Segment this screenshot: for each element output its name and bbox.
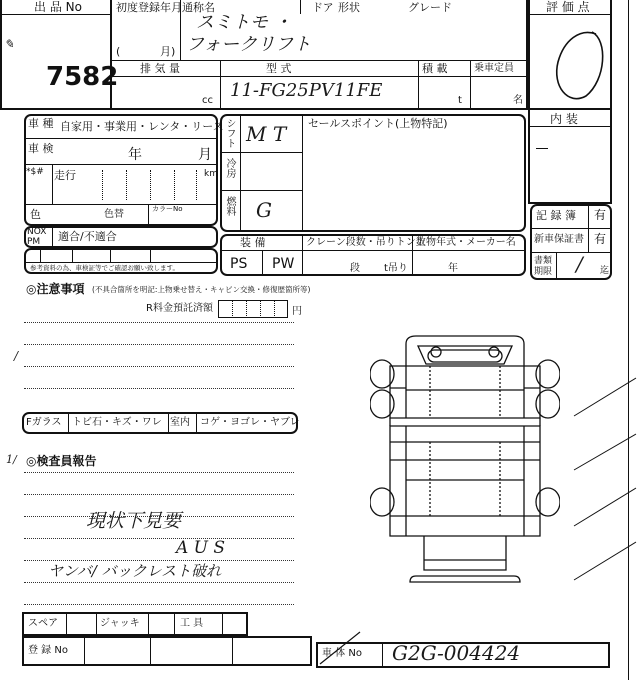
- inspector-tick: 1/: [6, 453, 17, 466]
- nox-label: NOX PM: [27, 227, 47, 247]
- record-book-value: 有: [594, 208, 607, 222]
- rating-label: 評 価 点: [546, 0, 590, 14]
- caution-sub: (不具合箇所を明記:上物乗せ替え・キャビン交換・修復歴箇所等): [92, 285, 311, 294]
- warranty-value: 有: [594, 232, 607, 246]
- report-line: [24, 582, 294, 583]
- inspector-line-2: A U S: [176, 538, 226, 558]
- shift-value: M T: [246, 122, 287, 146]
- model-label: 型 式: [266, 62, 292, 75]
- inspection-label: 車 検: [28, 142, 54, 155]
- usage-label: 車 種: [28, 117, 54, 130]
- person-label: 名: [513, 95, 523, 106]
- caution-title: ◎注意事項: [26, 282, 85, 296]
- recycle-field[interactable]: [218, 300, 288, 318]
- tool-label: 工 具: [180, 618, 204, 629]
- inspection-month-label: 月: [198, 147, 212, 163]
- first-reg-label: 初度登録年月: [116, 1, 182, 14]
- right-scribble-lines: [570, 370, 640, 610]
- note-line: [24, 322, 294, 323]
- document-label: 書類 期限: [534, 256, 553, 277]
- lot-label: 出 品 No: [34, 0, 82, 14]
- name-value-2: フォークリフト: [186, 34, 312, 55]
- inspector-title: ◎検査員報告: [26, 454, 97, 468]
- t-label: t: [458, 95, 462, 106]
- fuel-value: G: [256, 198, 272, 222]
- upper-year-label: 年: [448, 263, 458, 274]
- right-margin-line: [628, 0, 629, 680]
- mileage-label: 走行: [54, 169, 76, 182]
- interior-label: 内 装: [550, 112, 578, 126]
- inspection-year-label: 年: [128, 147, 142, 163]
- usage-value: 自家用・事業用・レンタ・リース: [60, 120, 224, 133]
- nox-value: 適合/不適合: [58, 230, 117, 243]
- name-value-1: スミトモ ・: [196, 12, 292, 33]
- until-label: 迄: [600, 266, 610, 276]
- crane-label: クレーン段数・吊りトン数: [306, 237, 426, 248]
- month-label: 月): [160, 45, 176, 58]
- km-label: km: [204, 169, 218, 179]
- vehicle-diagram: [370, 330, 560, 590]
- equip-label: 装 備: [240, 236, 266, 249]
- record-book-label: 記 録 簿: [536, 209, 576, 222]
- chassis-value: G2G-004424: [392, 641, 521, 665]
- warranty-label: 新車保証書: [534, 234, 584, 245]
- lot-number: 7582: [46, 62, 119, 92]
- fuel-label: 燃料: [224, 196, 235, 216]
- report-line: [24, 604, 294, 605]
- mileage-prefix: *$#: [26, 167, 44, 177]
- chassis-label: 車 体 No: [322, 648, 362, 659]
- inspector-line-3: ヤンバ/ バックレスト破れ: [48, 562, 222, 580]
- document-slash: /: [576, 252, 583, 276]
- nox-box: [24, 226, 218, 248]
- sales-point-label: セールスポイント(上物特記): [308, 117, 448, 130]
- inspector-line-1: 現状下見要: [86, 510, 182, 532]
- jack-label: ジャッキ: [100, 618, 140, 629]
- step-label: 段: [350, 263, 360, 274]
- margin-scribble: ✎: [4, 37, 15, 51]
- capacity-label: 乗車定員: [474, 63, 514, 74]
- load-label: 積 載: [422, 62, 448, 75]
- chips-label: トビ石・キズ・ワレ: [72, 417, 162, 428]
- shift-label: シフト: [224, 118, 235, 148]
- shape-label: 形状: [338, 1, 360, 14]
- upper-label: 上物年式・メーカー名: [416, 237, 516, 248]
- report-line: [24, 494, 294, 495]
- small-note: 参考資料の為、車検証等でご確認お願い致します。: [30, 264, 179, 272]
- chassis-check-mark: [316, 628, 366, 668]
- pw-label: PW: [272, 256, 295, 272]
- note-tick: /: [14, 349, 19, 363]
- note-line: [24, 344, 294, 345]
- recycle-label: R料金預託済額: [146, 303, 213, 314]
- yen-label: 円: [292, 306, 302, 317]
- cc-label: cc: [202, 95, 213, 106]
- reg-label: 登 録 No: [28, 645, 68, 656]
- rating-circle-mark: [548, 26, 612, 104]
- note-line: [24, 366, 294, 367]
- report-line: [24, 472, 294, 473]
- bracket-open: (: [116, 45, 121, 58]
- inside-label: 室内: [170, 417, 190, 428]
- door-label: ドア: [312, 1, 334, 14]
- ton-label: t吊り: [384, 263, 408, 274]
- color-change-label: 色替: [104, 209, 124, 220]
- name-label: 通称名: [182, 1, 215, 14]
- note-line: [24, 388, 294, 389]
- stains-label: コゲ・ヨゴレ・ヤブレ: [200, 417, 300, 428]
- color-label: 色: [30, 208, 41, 221]
- glass-label: Fガラス: [26, 417, 62, 428]
- ps-label: PS: [230, 256, 248, 272]
- ac-label: 冷房: [224, 158, 235, 178]
- grade-label: グレード: [408, 1, 452, 14]
- displacement-label: 排 気 量: [140, 62, 180, 75]
- report-line: [24, 538, 294, 539]
- report-line: [24, 560, 294, 561]
- model-value: 11-FG25PV11FE: [230, 80, 383, 101]
- color-no-label: カラーNo: [152, 205, 183, 213]
- spare-label: スペア: [28, 618, 58, 629]
